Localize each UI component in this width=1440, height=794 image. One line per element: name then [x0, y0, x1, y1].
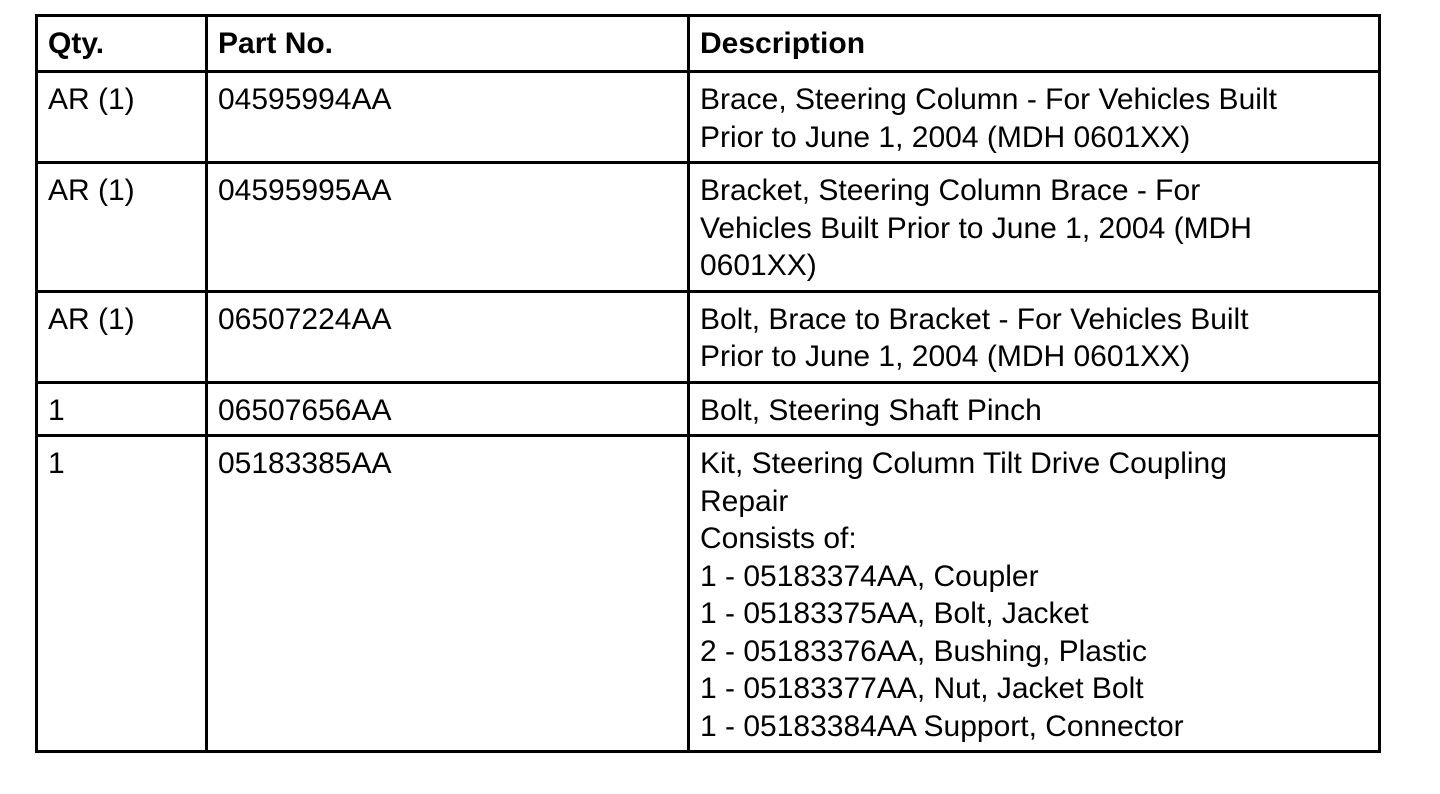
description-line: 1 - 05183384AA Support, Connector	[700, 709, 1184, 743]
table-row	[37, 163, 1380, 292]
part-no-cell: 06507224AA	[207, 291, 689, 382]
table-header	[37, 16, 1380, 72]
description-line: 1 - 05183374AA, Coupler	[700, 559, 1039, 593]
qty-cell: AR (1)	[37, 291, 207, 382]
description-line: Bolt, Brace to Bracket - For Vehicles Built	[700, 302, 1249, 336]
description-line: 1 - 05183377AA, Nut, Jacket Bolt	[700, 672, 1144, 705]
description-cell	[689, 163, 1380, 292]
table-row	[37, 291, 1380, 382]
qty-header: Qty.	[37, 16, 207, 72]
table-row	[37, 72, 1380, 163]
description-line: Bolt, Steering Shaft Pinch	[700, 393, 1042, 427]
part-no-cell: 06507656AA	[207, 382, 689, 436]
description-line: 1 - 05183375AA, Bolt, Jacket	[700, 597, 1089, 630]
description-cell	[689, 291, 1380, 382]
qty-cell: 1	[37, 436, 207, 752]
part-no-header: Part No.	[207, 16, 689, 72]
description-line: 0601XX)	[700, 249, 817, 282]
description-cell	[689, 382, 1380, 436]
description-line: Bracket, Steering Column Brace - For	[700, 174, 1201, 207]
description-line: Brace, Steering Column - For Vehicles Built	[700, 83, 1277, 116]
part-no-cell: 04595995AA	[207, 163, 689, 292]
description-cell	[689, 72, 1380, 163]
description-line: Prior to June 1, 2004 (MDH 0601XX)	[700, 340, 1191, 373]
description-line: Consists of:	[700, 522, 857, 555]
table-row	[37, 382, 1380, 436]
part-no-cell: 04595994AA	[207, 72, 689, 163]
description-line: Repair	[700, 484, 789, 518]
description-line: Vehicles Built Prior to June 1, 2004 (MDH	[700, 211, 1252, 245]
qty-cell: AR (1)	[37, 163, 207, 292]
description-line: Prior to June 1, 2004 (MDH 0601XX)	[700, 120, 1191, 154]
table-row	[37, 436, 1380, 752]
description-line: Kit, Steering Column Tilt Drive Coupling	[700, 447, 1227, 480]
part-no-cell: 05183385AA	[207, 436, 689, 752]
header-row	[37, 16, 1380, 72]
description-line: 2 - 05183376AA, Bushing, Plastic	[700, 634, 1147, 668]
qty-cell: 1	[37, 382, 207, 436]
table-body	[37, 72, 1380, 752]
parts-table	[35, 14, 1381, 753]
description-cell	[689, 436, 1380, 752]
description-header: Description	[689, 16, 1380, 72]
qty-cell: AR (1)	[37, 72, 207, 163]
